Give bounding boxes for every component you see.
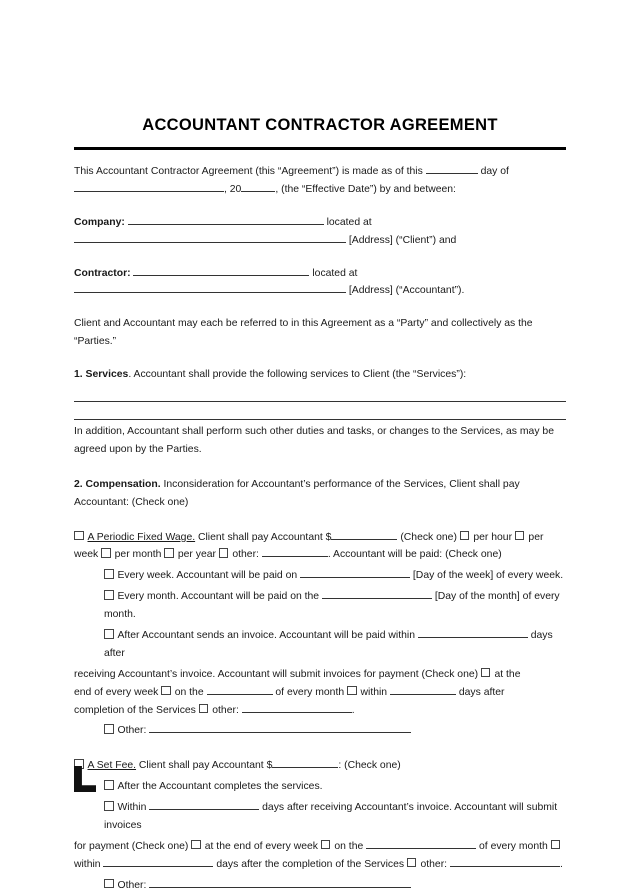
checkbox-set-fee-other[interactable] xyxy=(104,879,114,889)
set-fee-other-inline-blank[interactable] xyxy=(450,857,560,867)
checkbox-per-month[interactable] xyxy=(101,548,111,558)
invoice-within-days-blank[interactable] xyxy=(390,685,456,695)
services-lead: . Accountant shall provide the following services to Client (the “Services”): xyxy=(128,369,467,381)
periodic-other-label: Other: xyxy=(117,725,147,737)
periodic-line2-e: . Accountant will be paid: (Check one) xyxy=(327,549,502,561)
periodic-other-blank[interactable] xyxy=(262,548,328,558)
checkbox-set-fee-end-of-week[interactable] xyxy=(191,840,201,850)
set-fee-sub-within xyxy=(74,799,566,835)
periodic-sub3-a: After Accountant sends an invoice. Accountant will be paid within xyxy=(117,630,415,642)
set-fee-other-row xyxy=(74,877,566,895)
set-fee-line1-a: Client shall pay Accountant $ xyxy=(138,760,273,772)
periodic-other-long-blank[interactable] xyxy=(149,724,411,734)
contractor-address-tail: [Address] (“Accountant”). xyxy=(348,285,465,297)
checkbox-per-other[interactable] xyxy=(219,548,229,558)
contractor-name-blank[interactable] xyxy=(133,266,309,276)
periodic-sub3-h: within xyxy=(360,686,388,698)
periodic-sub3-d: at the xyxy=(494,668,521,680)
periodic-sub3-b: days after xyxy=(104,630,553,659)
checkbox-set-fee-within-2[interactable] xyxy=(551,840,561,850)
set-fee-sub2-d: at the end of every week xyxy=(204,840,318,852)
contractor-label: Contractor: xyxy=(74,267,131,279)
checkbox-per[interactable] xyxy=(515,531,525,541)
checkbox-every-month[interactable] xyxy=(104,590,114,600)
contractor-address-blank[interactable] xyxy=(74,284,346,294)
set-fee-line1-b: : (Check one) xyxy=(338,760,401,772)
periodic-sub2-a: Every month. Accountant will be paid on the xyxy=(117,591,320,603)
periodic-sub3-j: completion of the Services xyxy=(74,704,196,716)
set-fee-sub-after-complete xyxy=(74,778,566,796)
periodic-amount-blank[interactable] xyxy=(331,530,397,540)
periodic-line1-c: per hour xyxy=(473,531,513,543)
set-fee-sub3-a: within xyxy=(74,858,101,870)
services-addition: In addition, Accountant shall perform such other duties and tasks, or changes to the Services, as may be agreed upon by the Parties. xyxy=(74,426,554,455)
checkbox-invoice-end-of-week[interactable] xyxy=(481,668,491,678)
checkbox-every-week[interactable] xyxy=(104,569,114,579)
services-heading: 1. Services xyxy=(74,369,129,381)
periodic-sub1-b: [Day of the week] of every week. xyxy=(412,570,564,582)
periodic-sub1-a: Every week. Accountant will be paid on xyxy=(117,570,298,582)
periodic-sub3-g: of every month xyxy=(275,686,345,698)
periodic-sub3-e: end of every week xyxy=(74,686,159,698)
effective-day-blank[interactable] xyxy=(426,164,478,174)
set-fee-option xyxy=(74,757,566,775)
invoice-days-blank[interactable] xyxy=(418,629,528,639)
compensation-heading: 2. Compensation. xyxy=(74,478,161,490)
invoice-month-day-blank[interactable] xyxy=(207,685,273,695)
set-fee-sub3-b: days after the completion of the Services xyxy=(216,858,405,870)
set-fee-amount-blank[interactable] xyxy=(272,759,338,769)
periodic-title: A Periodic Fixed Wage. xyxy=(87,531,196,543)
checkbox-invoice-on-the[interactable] xyxy=(161,686,171,696)
set-fee-sub1: After the Accountant completes the services. xyxy=(117,781,323,793)
periodic-line2-c: per year xyxy=(177,549,216,561)
periodic-line1-a: Client shall pay Accountant $ xyxy=(198,531,332,543)
services-blank-1[interactable] xyxy=(74,388,566,402)
set-fee-other-long-blank[interactable] xyxy=(149,878,411,888)
invoice-other-blank[interactable] xyxy=(242,703,352,713)
periodic-sub3-k: other: xyxy=(212,704,239,716)
every-month-day-blank[interactable] xyxy=(322,590,432,600)
periodic-sub-invoice-cont xyxy=(74,666,566,720)
intro-line2-b: , (the “Effective Date”) by and between: xyxy=(275,183,456,195)
intro-paragraph xyxy=(74,163,566,199)
periodic-sub-every-month xyxy=(74,588,566,624)
checkbox-invoice-other[interactable] xyxy=(199,704,209,714)
checkbox-per-hour[interactable] xyxy=(460,531,470,541)
contractor-after: located at xyxy=(312,267,358,279)
periodic-line2-d: other: xyxy=(232,549,259,561)
periodic-sub2-b: [Day of the month] of every month. xyxy=(104,591,560,621)
set-fee-completion-days-blank[interactable] xyxy=(103,857,213,867)
set-fee-title: A Set Fee. xyxy=(87,760,137,772)
set-fee-sub2-e: on the xyxy=(334,840,364,852)
contractor-party-block xyxy=(74,265,566,301)
company-address-blank[interactable] xyxy=(74,233,346,243)
compensation-heading-line xyxy=(74,476,566,512)
every-week-day-blank[interactable] xyxy=(300,569,410,579)
effective-month-blank[interactable] xyxy=(74,182,224,192)
checkbox-set-fee-on-the[interactable] xyxy=(321,840,331,850)
page-title: ACCOUNTANT CONTRACTOR AGREEMENT xyxy=(142,116,498,134)
services-heading-line xyxy=(74,366,566,384)
checkbox-invoice-within[interactable] xyxy=(347,686,357,696)
periodic-line2-a: week xyxy=(74,549,99,561)
set-fee-sub3-d: . xyxy=(559,858,563,870)
company-label: Company: xyxy=(74,216,125,228)
checkbox-per-year[interactable] xyxy=(164,548,174,558)
set-fee-sub-within-cont xyxy=(74,838,566,874)
effective-year-blank[interactable] xyxy=(241,182,275,192)
intro-line2-a: , 20 xyxy=(224,183,242,195)
set-fee-sub3-c: other: xyxy=(420,858,448,870)
set-fee-sub2-f: of every month xyxy=(479,840,548,852)
set-fee-sub2-c: for payment (Check one) xyxy=(74,840,189,852)
checkbox-set-fee-other-inline[interactable] xyxy=(407,858,417,868)
company-address-tail: [Address] (“Client”) and xyxy=(348,234,457,246)
company-name-blank[interactable] xyxy=(128,215,324,225)
periodic-sub-invoice xyxy=(74,627,566,663)
party-clause: Client and Accountant may each be referred to in this Agreement as a “Party” and collectively as the “Parties.” xyxy=(74,318,533,348)
checkbox-periodic-other[interactable] xyxy=(104,724,114,734)
checkbox-after-invoice[interactable] xyxy=(104,629,114,639)
periodic-line1-b: (Check one) xyxy=(400,531,457,543)
checkbox-after-completion[interactable] xyxy=(104,780,114,790)
compensation-lead: Inconsideration for Accountant’s performance of the Services, Client shall pay Accountant: (Check one) xyxy=(74,478,520,508)
set-fee-sub2-b: days after receiving Accountant’s invoice. Accountant will submit invoices xyxy=(104,802,558,832)
intro-line1-b: day of xyxy=(480,166,509,177)
periodic-sub3-i: days after xyxy=(458,686,505,698)
periodic-sub3-c: receiving Accountant’s invoice. Accountant will submit invoices for payment (Check one) xyxy=(74,668,479,680)
periodic-other-row xyxy=(74,722,566,740)
company-after: located at xyxy=(326,216,372,228)
periodic-wage-option xyxy=(74,529,566,565)
services-blank-2[interactable] xyxy=(74,406,566,420)
set-fee-within-days-blank[interactable] xyxy=(149,801,259,811)
periodic-sub3-l: . xyxy=(351,704,355,716)
set-fee-other-label: Other: xyxy=(117,879,147,891)
periodic-sub3-f: on the xyxy=(174,686,204,698)
title-divider xyxy=(74,147,566,150)
periodic-line1-d: per xyxy=(528,531,544,543)
periodic-line2-b: per month xyxy=(114,549,162,561)
set-fee-month-day-blank[interactable] xyxy=(366,839,476,849)
checkbox-set-fee-within[interactable] xyxy=(104,801,114,811)
intro-line1-a: This Accountant Contractor Agreement (this “Agreement”) is made as of this xyxy=(74,166,423,177)
set-fee-sub2-a: Within xyxy=(117,802,147,814)
periodic-sub-every-week xyxy=(74,567,566,585)
checkbox-periodic-fixed-wage[interactable] xyxy=(74,531,84,541)
company-party-block xyxy=(74,214,566,250)
